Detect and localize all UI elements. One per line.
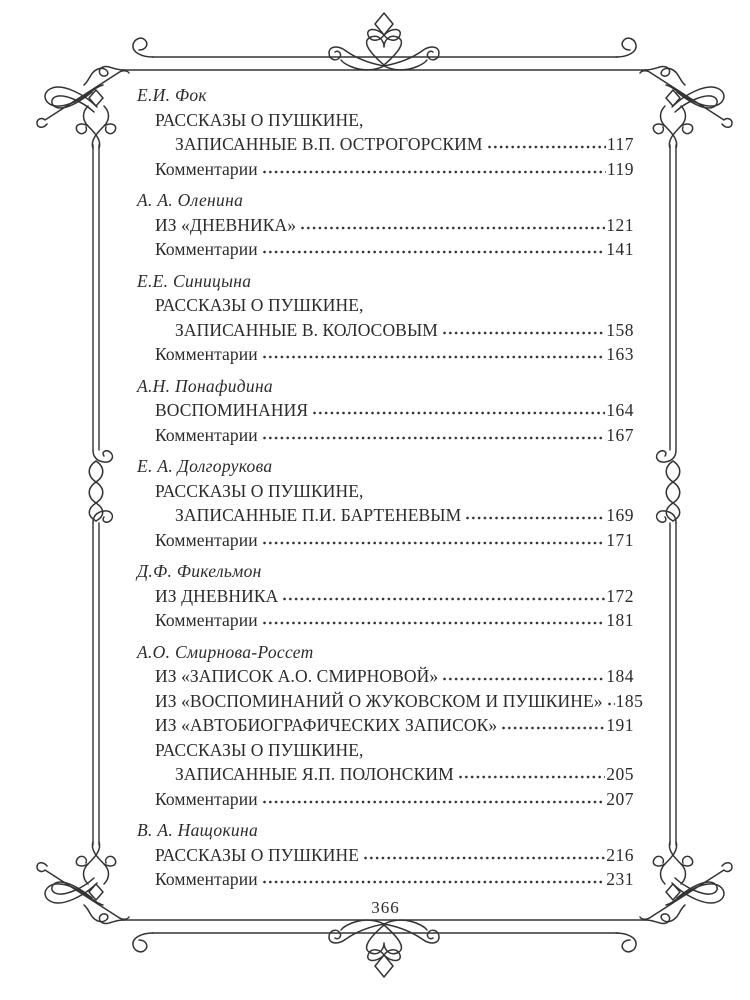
toc-entry	[137, 664, 634, 689]
dot-leader	[262, 342, 606, 360]
toc-author-name: Е.И. Фок	[137, 85, 207, 105]
toc-author-name: А.О. Смирнова-Россет	[137, 641, 314, 662]
toc-entry-page: 181	[606, 610, 634, 630]
toc-entry-title: ВОСПОМИНАНИЯ	[155, 400, 309, 420]
toc-section	[137, 559, 634, 633]
toc-entry-page: 141	[606, 239, 634, 259]
toc-section	[137, 640, 644, 812]
toc-section	[137, 818, 634, 892]
toc-entry	[137, 843, 634, 868]
toc-section	[137, 374, 634, 448]
toc-entry	[137, 689, 644, 714]
toc-entry-page: 216	[606, 844, 634, 865]
toc-author-name: В. А. Нащокина	[137, 820, 259, 840]
toc-entry	[137, 423, 634, 448]
dot-leader	[487, 132, 606, 150]
toc-author-name: А.Н. Понафидина	[137, 375, 273, 396]
toc-entry-page: 163	[606, 344, 634, 364]
toc-section	[137, 188, 634, 262]
toc-entry-title: Комментарии	[155, 158, 258, 179]
toc-entry	[137, 318, 634, 343]
toc-section-rows	[137, 664, 644, 811]
toc-entry-page: 164	[606, 400, 634, 420]
dot-leader	[363, 843, 605, 861]
toc-entry-title: Комментарии	[155, 424, 258, 445]
toc-entry-page: 119	[606, 158, 634, 179]
dot-leader	[312, 398, 605, 416]
toc-entry-title: РАССКАЗЫ О ПУШКИНЕ,	[155, 109, 364, 130]
toc-entry-title: Комментарии	[155, 788, 258, 809]
dot-leader	[282, 584, 605, 602]
toc-entry-title: Комментарии	[155, 610, 258, 630]
dot-leader	[300, 213, 605, 231]
toc-entry-title: Комментарии	[155, 344, 258, 364]
dot-leader	[465, 503, 605, 521]
toc-author-name: Д.Ф. Фикельмон	[137, 561, 262, 581]
toc-entry-page: 205	[606, 764, 634, 784]
toc-section	[137, 83, 634, 181]
toc-entry-page: 117	[606, 134, 634, 154]
toc-entry	[137, 398, 634, 423]
toc-entry	[137, 713, 634, 738]
toc-entry-page: 171	[606, 529, 634, 550]
toc-section-rows	[137, 293, 634, 367]
toc-entry-title: ЗАПИСАННЫЕ Я.П. ПОЛОНСКИМ	[175, 764, 454, 784]
toc-section-rows	[137, 398, 634, 447]
toc-section-rows	[137, 584, 634, 633]
toc-entry-title: РАССКАЗЫ О ПУШКИНЕ,	[155, 480, 364, 501]
dot-leader	[262, 867, 606, 885]
toc-entry	[137, 738, 634, 763]
dot-leader	[458, 762, 606, 780]
toc-entry	[137, 503, 634, 528]
toc-entry	[137, 787, 634, 812]
toc-entry	[137, 132, 634, 157]
dot-leader	[262, 787, 606, 805]
toc-entry-title: РАССКАЗЫ О ПУШКИНЕ,	[155, 739, 364, 760]
toc-author-name: А. А. Оленина	[137, 190, 244, 210]
dot-leader	[501, 713, 605, 731]
toc-entry-title: ИЗ «ЗАПИСОК А.О. СМИРНОВОЙ»	[155, 666, 439, 686]
toc-entry	[137, 608, 634, 633]
toc-entry	[137, 237, 634, 262]
toc-entry-title: ИЗ «ВОСПОМИНАНИЙ О ЖУКОВСКОМ И ПУШКИНЕ»	[155, 690, 603, 711]
toc-entry-title: ЗАПИСАННЫЕ В.П. ОСТРОГОРСКИМ	[175, 134, 483, 154]
toc-entry	[137, 867, 634, 892]
toc-entry	[137, 528, 634, 553]
toc-entry-page: 207	[606, 788, 634, 809]
toc-entry-page: 185	[615, 690, 644, 711]
toc-entry-page: 158	[606, 319, 634, 340]
dot-leader	[262, 423, 606, 441]
dot-leader	[262, 528, 606, 546]
toc-entry-title: Комментарии	[155, 529, 258, 550]
toc-section	[137, 454, 634, 552]
toc-entry	[137, 584, 634, 609]
toc-entry	[137, 108, 634, 133]
toc-entry-title: ИЗ «АВТОБИОГРАФИЧЕСКИХ ЗАПИСОК»	[155, 715, 498, 735]
toc-entry-title: РАССКАЗЫ О ПУШКИНЕ,	[155, 295, 364, 315]
toc-entry-page: 184	[606, 666, 634, 686]
toc-entry	[137, 213, 634, 238]
toc-entry	[137, 342, 634, 367]
toc-entry-page: 167	[606, 424, 634, 445]
dot-leader	[607, 689, 615, 707]
toc-section-rows	[137, 108, 634, 182]
dot-leader	[442, 318, 605, 336]
dot-leader	[262, 237, 606, 255]
toc-section-rows	[137, 213, 634, 262]
toc-entry-title: РАССКАЗЫ О ПУШКИНЕ	[155, 844, 360, 865]
toc-entry-page: 231	[606, 869, 634, 889]
dot-leader	[442, 664, 605, 682]
table-of-contents	[137, 83, 644, 892]
toc-entry-page: 191	[606, 715, 634, 735]
toc-entry-title: ЗАПИСАННЫЕ В. КОЛОСОВЫМ	[175, 319, 438, 340]
dot-leader	[262, 608, 606, 626]
toc-section	[137, 269, 634, 367]
toc-entry-page: 172	[606, 585, 634, 606]
toc-entry	[137, 479, 634, 504]
toc-entry-title: ИЗ «ДНЕВНИКА»	[155, 214, 297, 235]
toc-entry-title: Комментарии	[155, 869, 258, 889]
dot-leader	[262, 157, 606, 175]
toc-author-name: Е.Е. Синицына	[137, 270, 252, 291]
toc-entry	[137, 762, 634, 787]
toc-entry-page: 121	[606, 214, 634, 235]
toc-entry-page: 169	[606, 505, 634, 525]
toc-section-rows	[137, 843, 634, 892]
toc-section-rows	[137, 479, 634, 553]
page-number: 366	[371, 898, 400, 917]
toc-entry-title: ЗАПИСАННЫЕ П.И. БАРТЕНЕВЫМ	[175, 505, 462, 525]
toc-entry-title: ИЗ ДНЕВНИКА	[155, 585, 279, 606]
toc-author-name: Е. А. Долгорукова	[137, 456, 273, 476]
toc-entry	[137, 157, 634, 182]
toc-entry	[137, 293, 634, 318]
toc-entry-title: Комментарии	[155, 239, 258, 259]
